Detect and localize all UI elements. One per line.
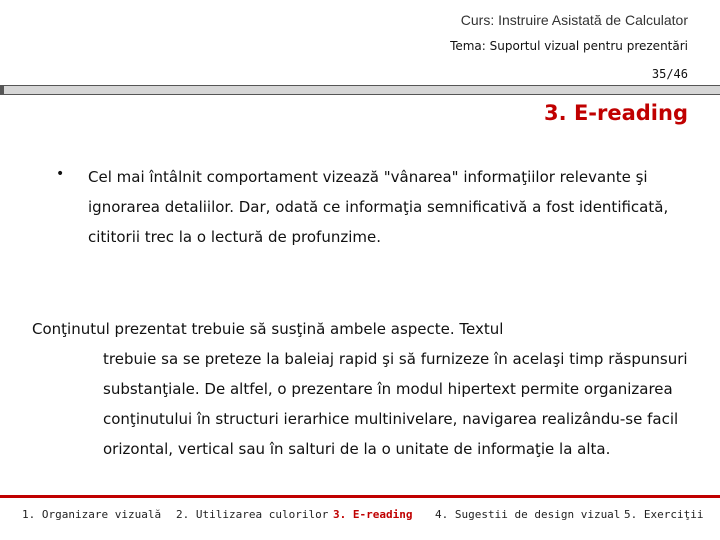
nav-link-sugestii-design[interactable]: 4. Sugestii de design vizual xyxy=(435,508,621,521)
nav-link-exercitii[interactable]: 5. Exerciţii xyxy=(624,508,704,521)
nav-link-organizare-vizuala[interactable]: 1. Organizare vizuală xyxy=(22,508,162,521)
topic-title: Tema: Suportul vizual pentru prezentări xyxy=(450,39,688,53)
course-title: Curs: Instruire Asistată de Calculator xyxy=(460,12,688,28)
nav-link-e-reading[interactable]: 3. E-reading xyxy=(333,508,413,521)
section-navigation xyxy=(0,508,720,528)
footer-divider xyxy=(0,495,720,498)
page-number: 35/46 xyxy=(651,67,688,81)
body-paragraph-first-line: Conţinutul prezentat trebuie să susţină ambele aspecte. Textul xyxy=(32,320,504,338)
nav-link-utilizarea-culorilor[interactable]: 2. Utilizarea culorilor xyxy=(176,508,329,521)
header-divider xyxy=(0,85,720,95)
slide-title: 3. E-reading xyxy=(544,101,688,125)
bullet-paragraph: Cel mai întâlnit comportament vizează "vânarea" informaţiilor relevante şi ignorarea detaliilor. Dar, odată ce informaţia semnificativă a fost identificată, cititorii trec la o lectură de profunzime. xyxy=(88,168,669,246)
bullet-icon: • xyxy=(56,166,65,182)
body-paragraph-continuation: trebuie sa se preteze la baleiaj rapid şi să furnizeze în acelaşi timp răspunsuri substanţiale. De altfel, o prezentare în modul hipertext permite organizarea conţinutului în structuri ierarhice multinivelare, navigarea realizându-se facil orizontal, vertical sau în salturi de la o unitate de informaţie la alta. xyxy=(103,350,688,458)
